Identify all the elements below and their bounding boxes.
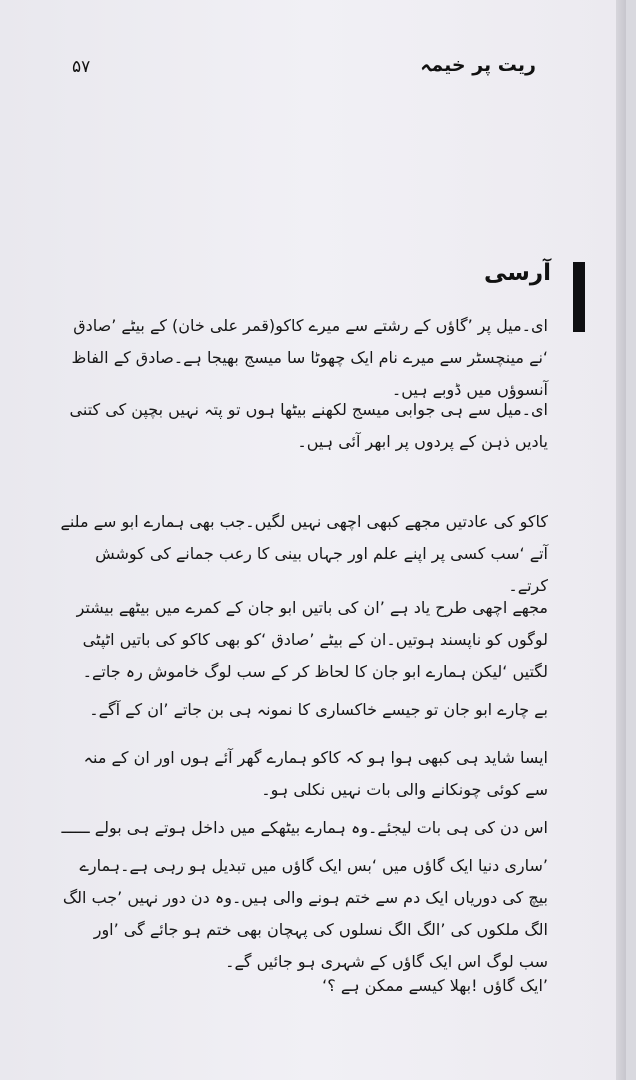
paragraph-3 bbox=[60, 506, 548, 602]
paragraph-2 bbox=[60, 394, 548, 458]
paragraph-text: کاکو کی عادتیں مجھے کبھی اچھی نہیں لگیں۔جب بھی ہمارے ابو سے ملنے آتے ‘سب کسی پر اپنے علم اور جہاں بینی کا رعب جمانے کی کوشش کرتے۔ bbox=[60, 512, 548, 595]
paragraph-text: ’ایک گاؤں !بھلا کیسے ممکن ہے ؟‘ bbox=[322, 976, 548, 995]
paragraph-1 bbox=[60, 310, 548, 406]
paragraph-text: بے چارے ابو جان تو جیسے خاکساری کا نمونہ ہی بن جاتے ’ان کے آگے۔ bbox=[89, 700, 548, 719]
page-number: ۵۷ bbox=[72, 57, 91, 77]
paragraph-9 bbox=[60, 970, 548, 1002]
paragraph-text: ایسا شاید ہی کبھی ہوا ہو کہ کاکو ہمارے گھر آئے ہوں اور ان کے منہ سے کوئی چونکانے والی بات نہیں نکلی ہو۔ bbox=[83, 748, 548, 799]
page-edge bbox=[616, 0, 626, 1080]
paragraph-text: اس دن کی ہی بات لیجئے۔وہ ہمارے بیٹھکے میں داخل ہوتے ہی بولے ــــــ bbox=[61, 818, 548, 837]
paragraph-8 bbox=[60, 850, 548, 978]
paragraph-5 bbox=[60, 694, 548, 726]
paragraph-4 bbox=[60, 592, 548, 688]
paragraph-6 bbox=[60, 742, 548, 806]
paragraph-text: ’ساری دنیا ایک گاؤں میں ‘بس ایک گاؤں میں تبدیل ہو رہی ہے۔ہمارے بیچ کی دوریاں ایک دم سے ختم ہونے والی ہیں۔وہ دن دور نہیں ’جب الگ الگ ملکوں کی ’الگ الگ نسلوں کی پہچان بھی ختم ہو جائے گی ’اور سب لوگ اس ایک گاؤں کے شہری ہو جائیں گے۔ bbox=[62, 856, 548, 971]
running-title: ریت پر خیمہ bbox=[420, 54, 536, 76]
paragraph-text: ای۔میل پر ’گاؤں کے رشتے سے میرے کاکو(قمر علی خان) کے بیٹے ’صادق ‘نے مینچسٹر سے میرے نام ایک چھوٹا سا میسج بھیجا ہے۔صادق کے الفاظ آنسوؤں میں ڈوبے ہیں۔ bbox=[71, 316, 548, 399]
paragraph-text: مجھے اچھی طرح یاد ہے ’ان کی باتیں ابو جان کے کمرے میں بیٹھے بیشتر لوگوں کو ناپسند ہوتیں۔ان کے بیٹے ’صادق ‘کو بھی کاکو کی باتیں اٹپٹی لگتیں ‘لیکن ہمارے ابو جان کا لحاظ کر کے سب لوگ خاموش رہ جاتے۔ bbox=[76, 598, 548, 681]
paragraph-text: ای۔میل سے ہی جوابی میسج لکھنے بیٹھا ہوں تو پتہ نہیں بچپن کی کتنی یادیں ذہن کے پردوں پر ابھر آئی ہیں۔ bbox=[69, 400, 548, 451]
paragraph-7 bbox=[60, 812, 548, 844]
chapter-title-bar bbox=[573, 262, 585, 332]
chapter-title: آرسی bbox=[483, 260, 551, 286]
